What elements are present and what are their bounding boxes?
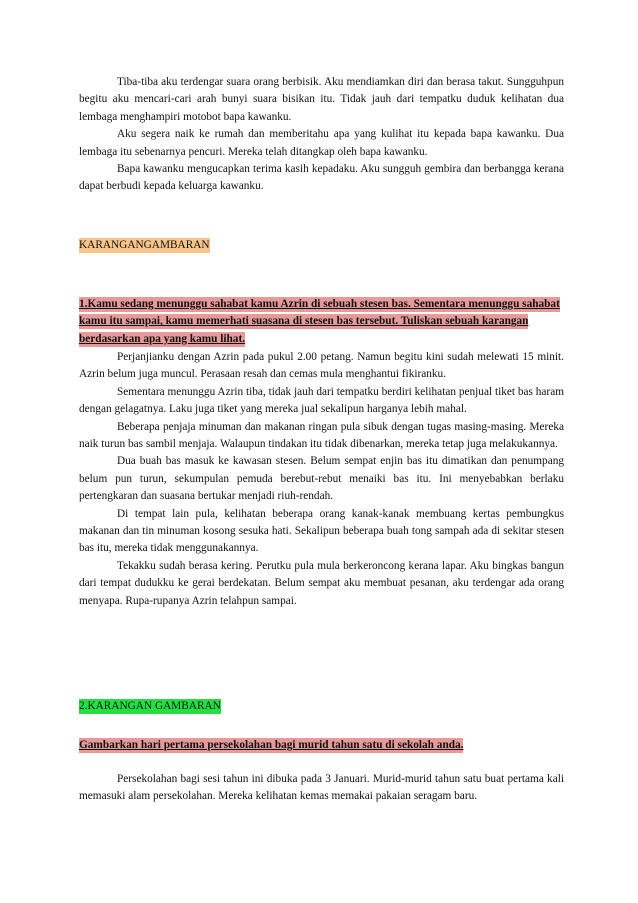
intro-paragraph-2: Aku segera naik ke rumah dan memberitahu apa yang kulihat itu kepada bapa kawanku. Dua lembaga itu sebenarnya pencuri. Mereka telah ditangkap oleh bapa kawanku. [79,128,564,158]
section2-paragraph-1: Persekolahan bagi sesi tahun ini dibuka pada 3 Januari. Murid-murid tahun satu buat pertama kali memasuki alam persekolahan. Mereka kelihatan kemas memakai pakaian seragam baru. [79,773,564,803]
intro-paragraph-1: Tiba-tiba aku terdengar suara orang berbisik. Aku mendiamkan diri dan berasa takut. Sungguhpun begitu aku mencari-cari arah bunyi suara bisikan itu. Tidak jauh dari tempatku duduk kelihatan dua lembaga menghampiri motobot bapa kawanku. [79,76,564,123]
section2-question: Gambarkan hari pertama persekolahan bagi murid tahun satu di sekolah anda. [79,739,464,751]
intro-story [79,74,564,196]
section1-paragraph-2: Sementara menunggu Azrin tiba, tidak jauh dari tempatku berdiri kelihatan penjual tiket bas haram dengan gelagatnya. Laku juga tiket yang mereka jual sekalipun harganya lebih mahal. [79,385,564,416]
section1-paragraph-1: Perjanjianku dengan Azrin pada pukul 2.00 petang. Namun begitu kini sudah melewati 15 minit. Azrin belum juga muncul. Perasaan resah dan cemas mula menghantui fikiranku. [79,351,564,381]
section1-paragraph-5: Di tempat lain pula, kelihatan beberapa orang kanak-kanak membuang kertas pembungkus makanan dan tin minuman kosong sesuka hati. Sekalipun beberapa buah tong sampah ada di sekitar stesen bas itu, mereka tidak menggunakannya. [79,507,564,555]
section1-heading: KARANGANGAMBARAN [79,239,210,251]
intro-paragraph-3: Bapa kawanku mengucapkan terima kasih kepadaku. Aku sungguh gembira dan berbangga kerana dapat berbudi kepada keluarga kawanku. [79,163,564,193]
section1-paragraph-3: Beberapa penjaja minuman dan makanan ringan pula sibuk dengan tugas masing-masing. Mereka naik turun bas sambil menjaja. Walaupun tindakan itu tidak dibenarkan, mereka tetap juga melakukannya. [79,420,564,451]
section2-heading: 2.KARANGAN GAMBARAN [79,700,221,712]
section1-question: 1.Kamu sedang menunggu sahabat kamu Azrin di sebuah stesen bas. Sementara menunggu sahabat kamu itu sampai, kamu memerhati suasana di stesen bas tersebut. Tuliskan sebuah karangan berdasarkan apa yang kamu lihat. [79,298,560,345]
section1-paragraph-6: Tekakku sudah berasa kering. Perutku pula mula berkeroncong kerana lapar. Aku bingkas bangun dari tempat dudukku ke gerai berdekatan. Belum sempat aku membuat pesanan, aku terdengar ada orang menyapa. Rupa-rupanya Azrin telahpun sampai. [79,559,564,607]
section1-paragraph-4: Dua buah bas masuk ke kawasan stesen. Belum sempat enjin bas itu dimatikan dan penumpang belum pun turun, sekumpulan pemuda berebut-rebut menaiki bas itu. Ini menyebabkan berlaku pertengkaran dan suasana bertukar menjadi riuh-rendah. [79,455,564,503]
section1-essay [79,349,564,610]
section2-question-block [79,737,564,754]
section2-heading-block [79,698,564,715]
section2-essay [79,771,564,806]
section1-question-block [79,296,564,348]
section1-heading-block [79,237,564,254]
